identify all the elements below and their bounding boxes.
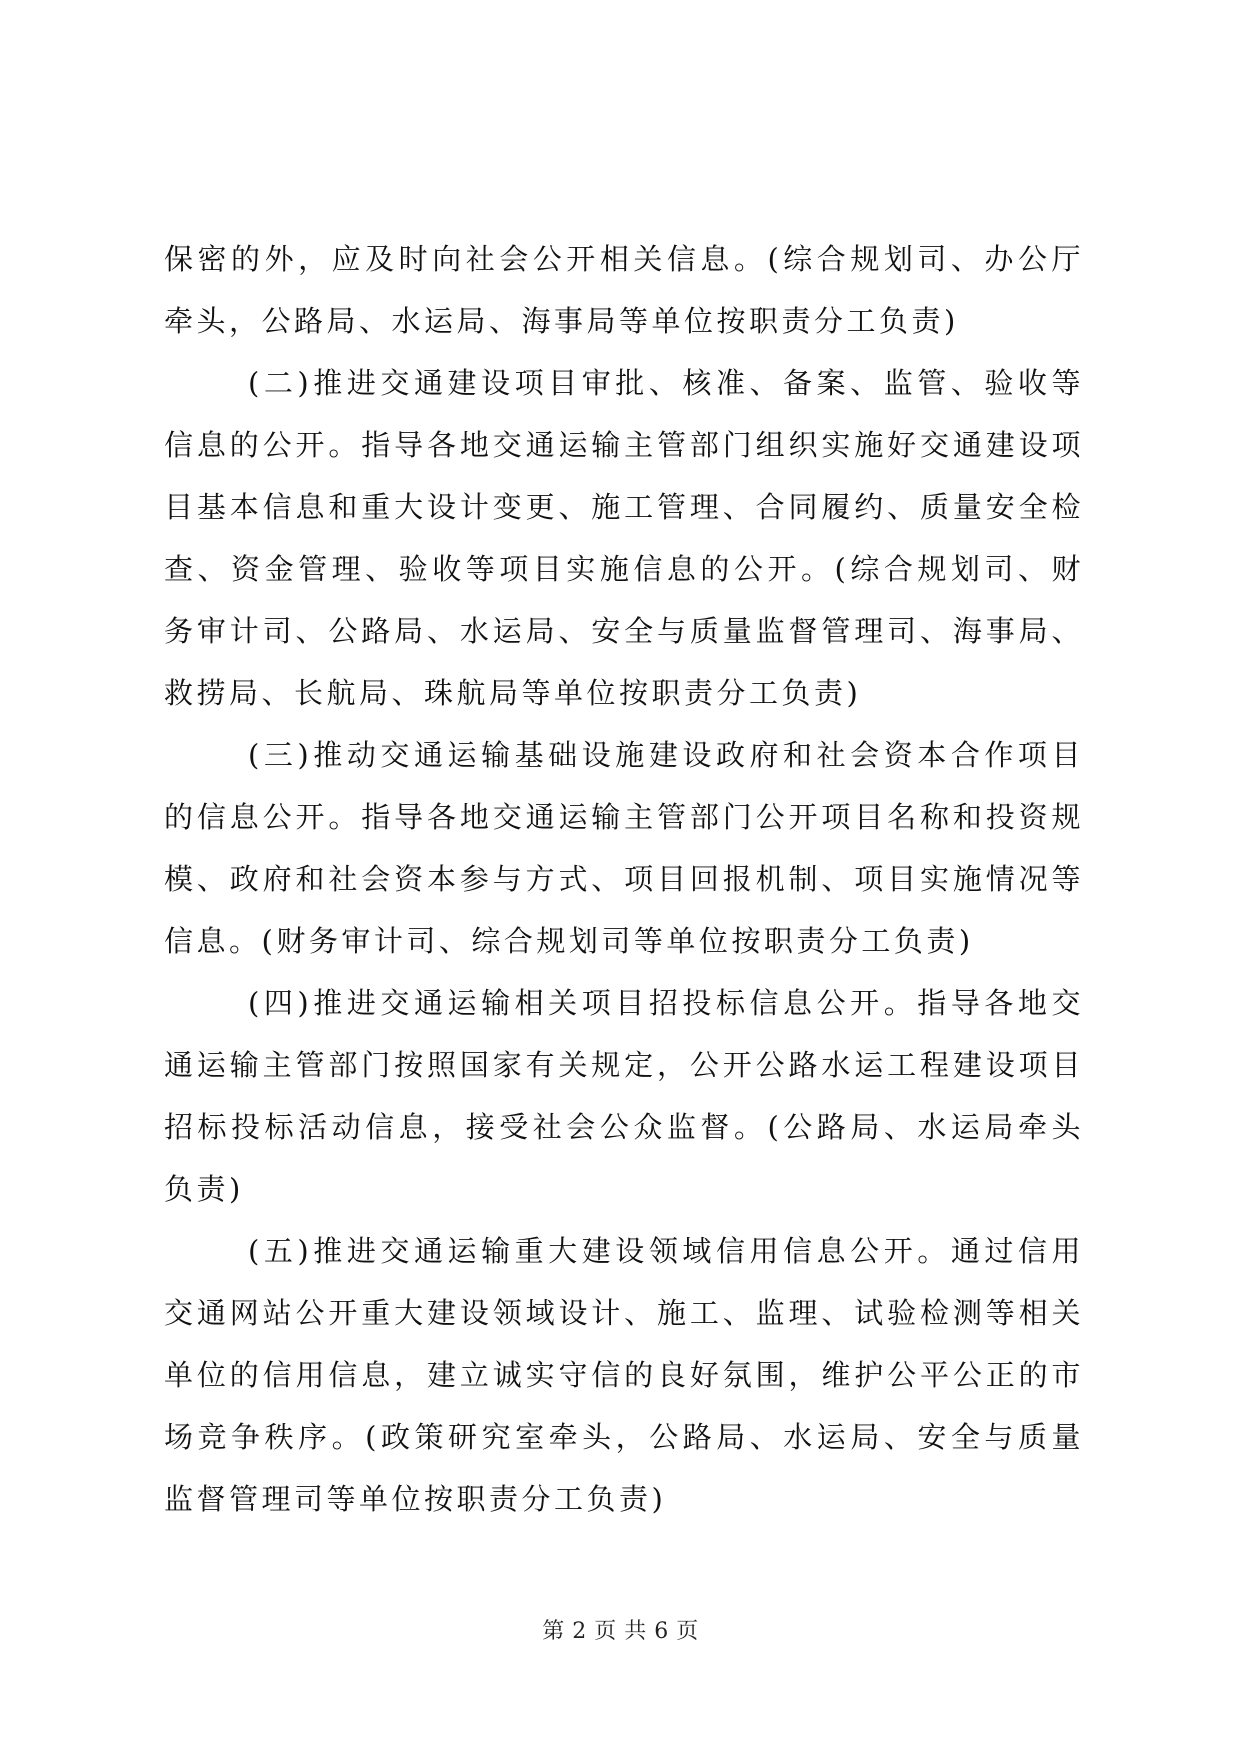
paragraph-item-2: (二)推进交通建设项目审批、核准、备案、监管、验收等信息的公开。指导各地交通运输主管部门组织实施好交通建设项目基本信息和重大设计变更、施工管理、合同履约、质量安全检查、资金管理、验收等项目实施信息的公开。(综合规划司、财务审计司、公路局、水运局、安全与质量监督管理司、海事局、救捞局、长航局、珠航局等单位按职责分工负责) <box>164 366 1084 710</box>
page-number-footer: 第 2 页 共 6 页 <box>542 1619 699 1644</box>
paragraph-continuation: 保密的外，应及时向社会公开相关信息。(综合规划司、办公厅牵头，公路局、水运局、海事局等单位按职责分工负责) <box>164 242 1084 338</box>
paragraph-item-5: (五)推进交通运输重大建设领域信用信息公开。通过信用交通网站公开重大建设领域设计、施工、监理、试验检测等相关单位的信用信息，建立诚实守信的良好氛围，维护公平公正的市场竞争秩序。(政策研究室牵头，公路局、水运局、安全与质量监督管理司等单位按职责分工负责) <box>164 1234 1084 1516</box>
document-body <box>164 228 1084 1530</box>
paragraph-item-4: (四)推进交通运输相关项目招投标信息公开。指导各地交通运输主管部门按照国家有关规定，公开公路水运工程建设项目招标投标活动信息，接受社会公众监督。(公路局、水运局牵头负责) <box>164 986 1084 1206</box>
paragraph-item-3: (三)推动交通运输基础设施建设政府和社会资本合作项目的信息公开。指导各地交通运输主管部门公开项目名称和投资规模、政府和社会资本参与方式、项目回报机制、项目实施情况等信息。(财务审计司、综合规划司等单位按职责分工负责) <box>164 738 1084 958</box>
